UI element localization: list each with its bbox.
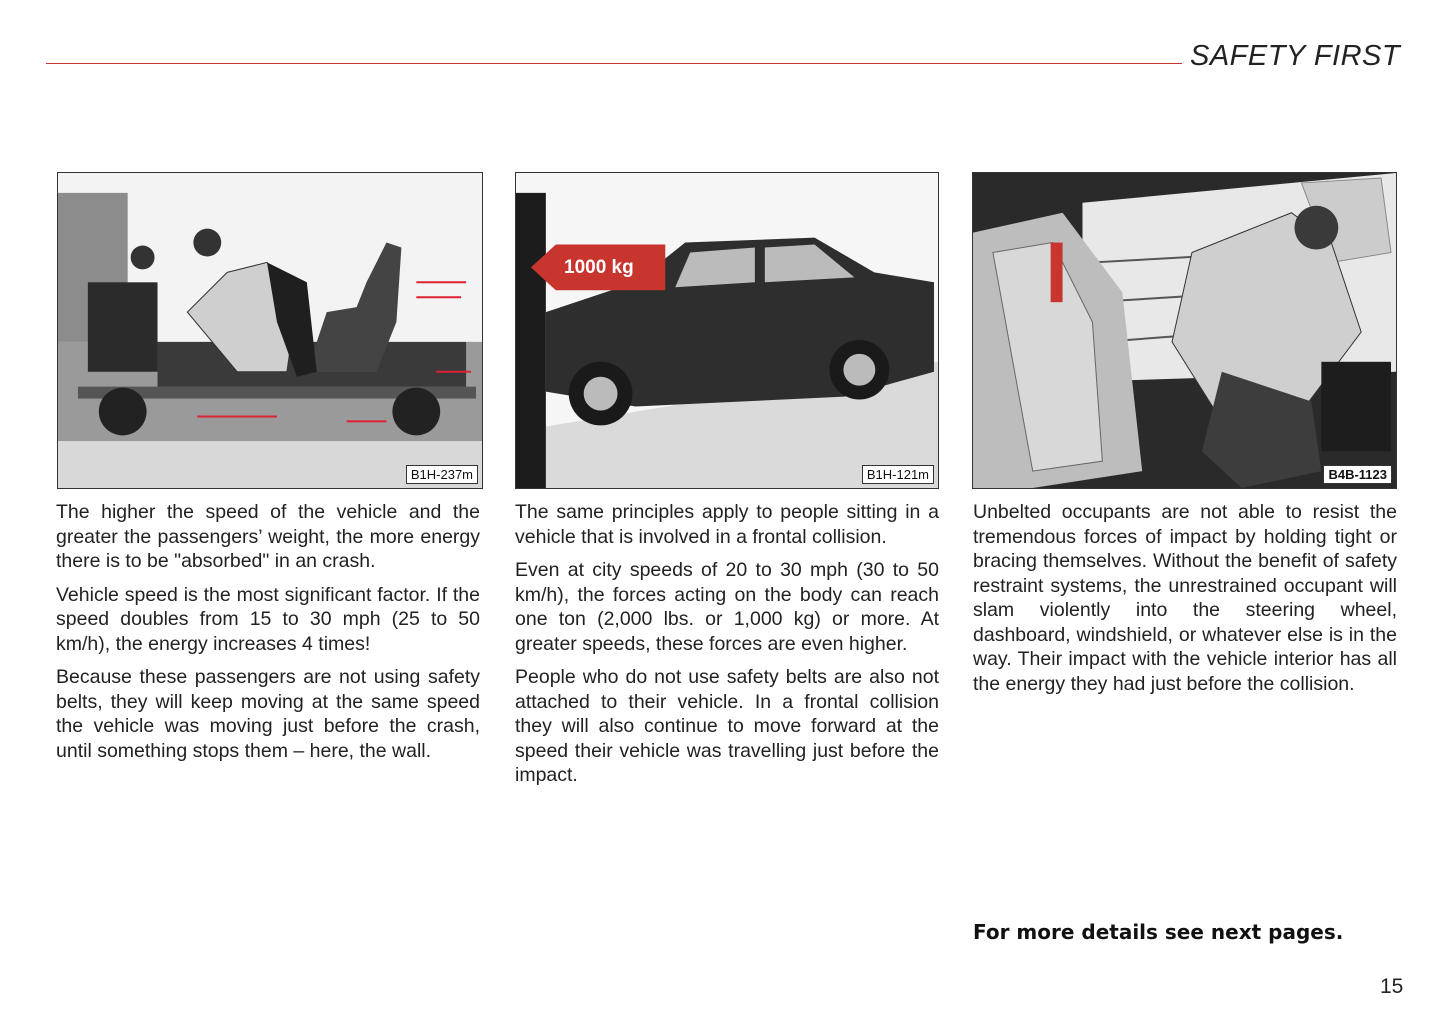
- header-rule: [46, 63, 1182, 64]
- figure-unbelted-driver: [972, 172, 1397, 489]
- figure-crash-sled: [57, 172, 483, 489]
- paragraph: People who do not use safety belts are also not attached to their vehicle. In a frontal collision they will also continue to move forward at the speed their vehicle was travelling just before the impact.: [515, 666, 939, 786]
- figure-frontal-collision: [515, 172, 939, 489]
- text-column-1: [56, 500, 480, 772]
- force-label: 1000 kg: [564, 257, 634, 278]
- paragraph: The higher the speed of the vehicle and the greater the passengers’ weight, the more energy there is to be "absorbed" in an crash.: [56, 501, 480, 572]
- figure-code: B4B-1123: [1323, 465, 1392, 484]
- paragraph: Vehicle speed is the most significant factor. If the speed doubles from 15 to 30 mph (25 to 50 km/h), the energy increases 4 times!: [56, 583, 480, 655]
- paragraph: Because these passengers are not using safety belts, they will keep moving at the same speed the vehicle was moving just before the crash, until something stops them – here, the wall.: [56, 666, 480, 762]
- section-title: SAFETY FIRST: [1190, 40, 1401, 72]
- unbelted-driver-illustration: [973, 173, 1396, 488]
- page-number: 15: [1380, 975, 1404, 998]
- paragraph: The same principles apply to people sitting in a vehicle that is involved in a frontal collision.: [515, 501, 939, 548]
- more-details-note: For more details see next pages.: [973, 920, 1344, 944]
- text-column-2: [515, 500, 939, 797]
- paragraph: Even at city speeds of 20 to 30 mph (30 to 50 km/h), the forces acting on the body can reach one ton (2,000 lbs. or 1,000 kg) or more. At greater speeds, these forces are even higher.: [515, 559, 939, 655]
- crash-sled-illustration: [58, 173, 482, 488]
- figure-code: B1H-237m: [406, 465, 478, 484]
- text-column-3: [973, 500, 1397, 705]
- figure-code: B1H-121m: [862, 465, 934, 484]
- car-frontal-collision-illustration: [516, 173, 938, 488]
- paragraph: Unbelted occupants are not able to resist the tremendous forces of impact by holding tight or bracing themselves. Without the benefit of safety restraint systems, the unrestrained occupant will slam violently into the steering wheel, dashboard, windshield, or whatever else is in the way. Their impact with the vehicle interior has all the energy they had just before the collision.: [973, 501, 1397, 695]
